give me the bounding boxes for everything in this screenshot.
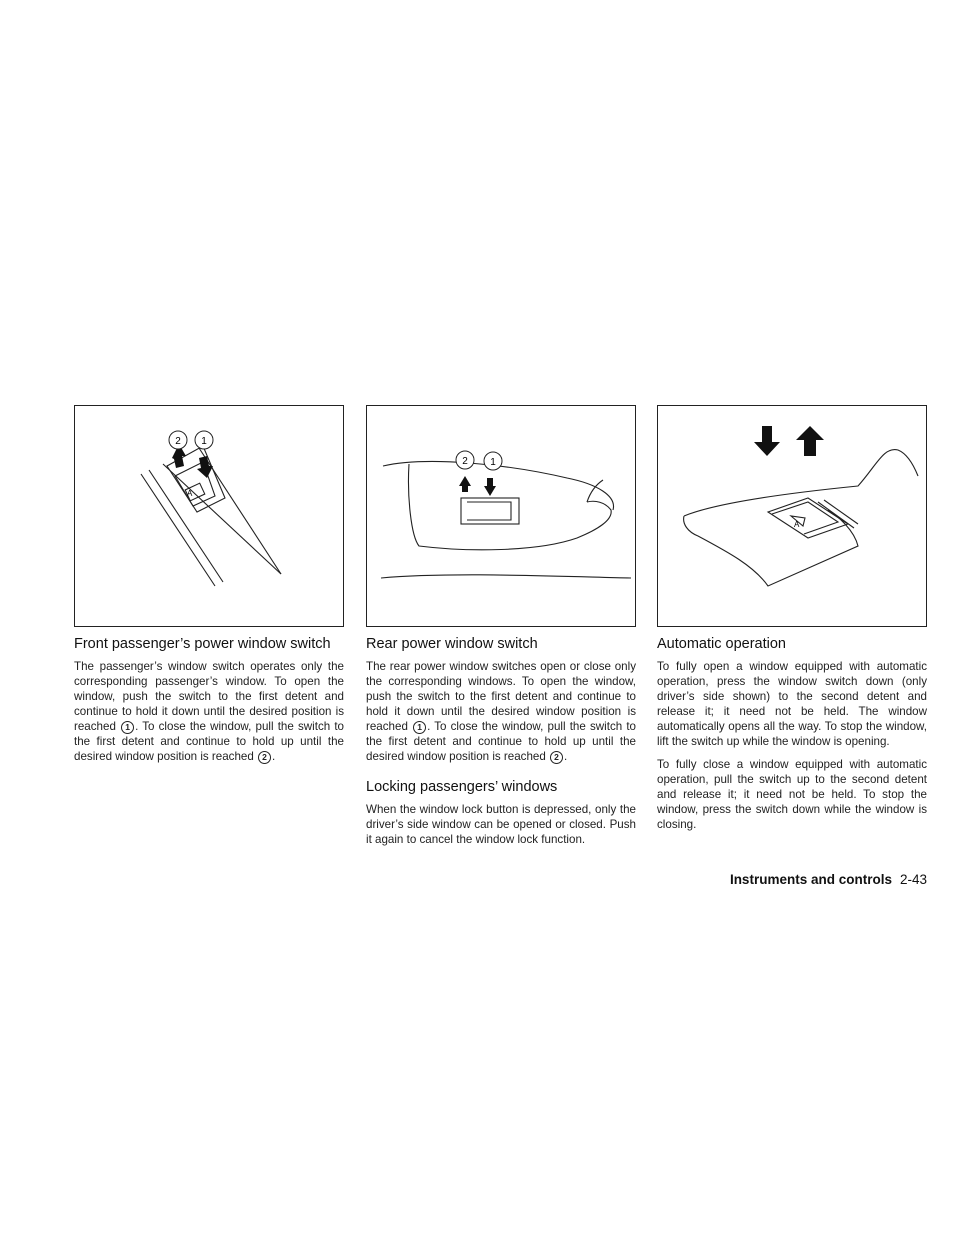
callout-1-marker: 1 <box>413 721 426 734</box>
body-paragraph-lock: When the window lock button is depressed, only the driver’s side window can be opened or closed. Push it again to cancel the window lock function. <box>366 803 636 846</box>
rear-switch-drawing <box>367 406 635 626</box>
automatic-switch-illustration <box>657 405 927 627</box>
body-paragraph-open: To fully open a window equipped with automatic operation, press the window switch down (only driver’s side shown) to the second detent and release it; it need not be held. The window automatically opens all the way. To stop the window, lift the switch up while the window is opening. <box>657 660 927 748</box>
column-rear <box>366 405 636 855</box>
section-heading: Automatic operation <box>657 636 786 652</box>
page-footer <box>600 872 927 887</box>
column-automatic <box>657 405 927 840</box>
rear-switch-illustration <box>366 405 636 627</box>
subsection-heading: Locking passengers’ windows <box>366 779 558 795</box>
front-switch-drawing <box>75 406 343 626</box>
callout-2-marker: 2 <box>258 751 271 764</box>
callout-2: 2 <box>462 456 468 467</box>
automatic-switch-drawing <box>658 406 926 626</box>
page-number: 2-43 <box>899 872 927 887</box>
body-paragraph: The rear power window switches open or close only the corresponding windows. To open the window, push the switch to the first detent and continue to hold it down until the desired window position is reached 1 . To close the window, pull the switch to the first detent and continue to hold up until the desired window position is reached 2 . <box>366 660 637 763</box>
column-front-passenger <box>74 405 344 772</box>
body-paragraph-close: To fully close a window equipped with automatic operation, pull the switch up to the second detent and release it; it need not be held. To stop the window, press the switch down while the window is closing. <box>657 758 927 831</box>
section-heading: Rear power window switch <box>366 636 538 652</box>
callout-2-marker: 2 <box>550 751 563 764</box>
callout-1: 1 <box>201 436 207 447</box>
footer-section-title: Instruments and controls <box>729 872 892 887</box>
section-heading: Front passenger’s power window switch <box>74 636 331 652</box>
front-passenger-switch-illustration <box>74 405 344 627</box>
callout-1-marker: 1 <box>121 721 134 734</box>
callout-1: 1 <box>490 457 496 468</box>
body-paragraph: The passenger’s window switch operates only the corresponding passenger’s window. To open the window, push the switch to the first detent and continue to hold it down until the desired position is reached 1 . To close the window, pull the switch to the first detent and continue to hold up until the desired window position is reached 2 . <box>74 660 345 763</box>
switch-letter: A <box>187 489 193 498</box>
switch-letter: A <box>794 520 800 529</box>
callout-2: 2 <box>175 436 181 447</box>
